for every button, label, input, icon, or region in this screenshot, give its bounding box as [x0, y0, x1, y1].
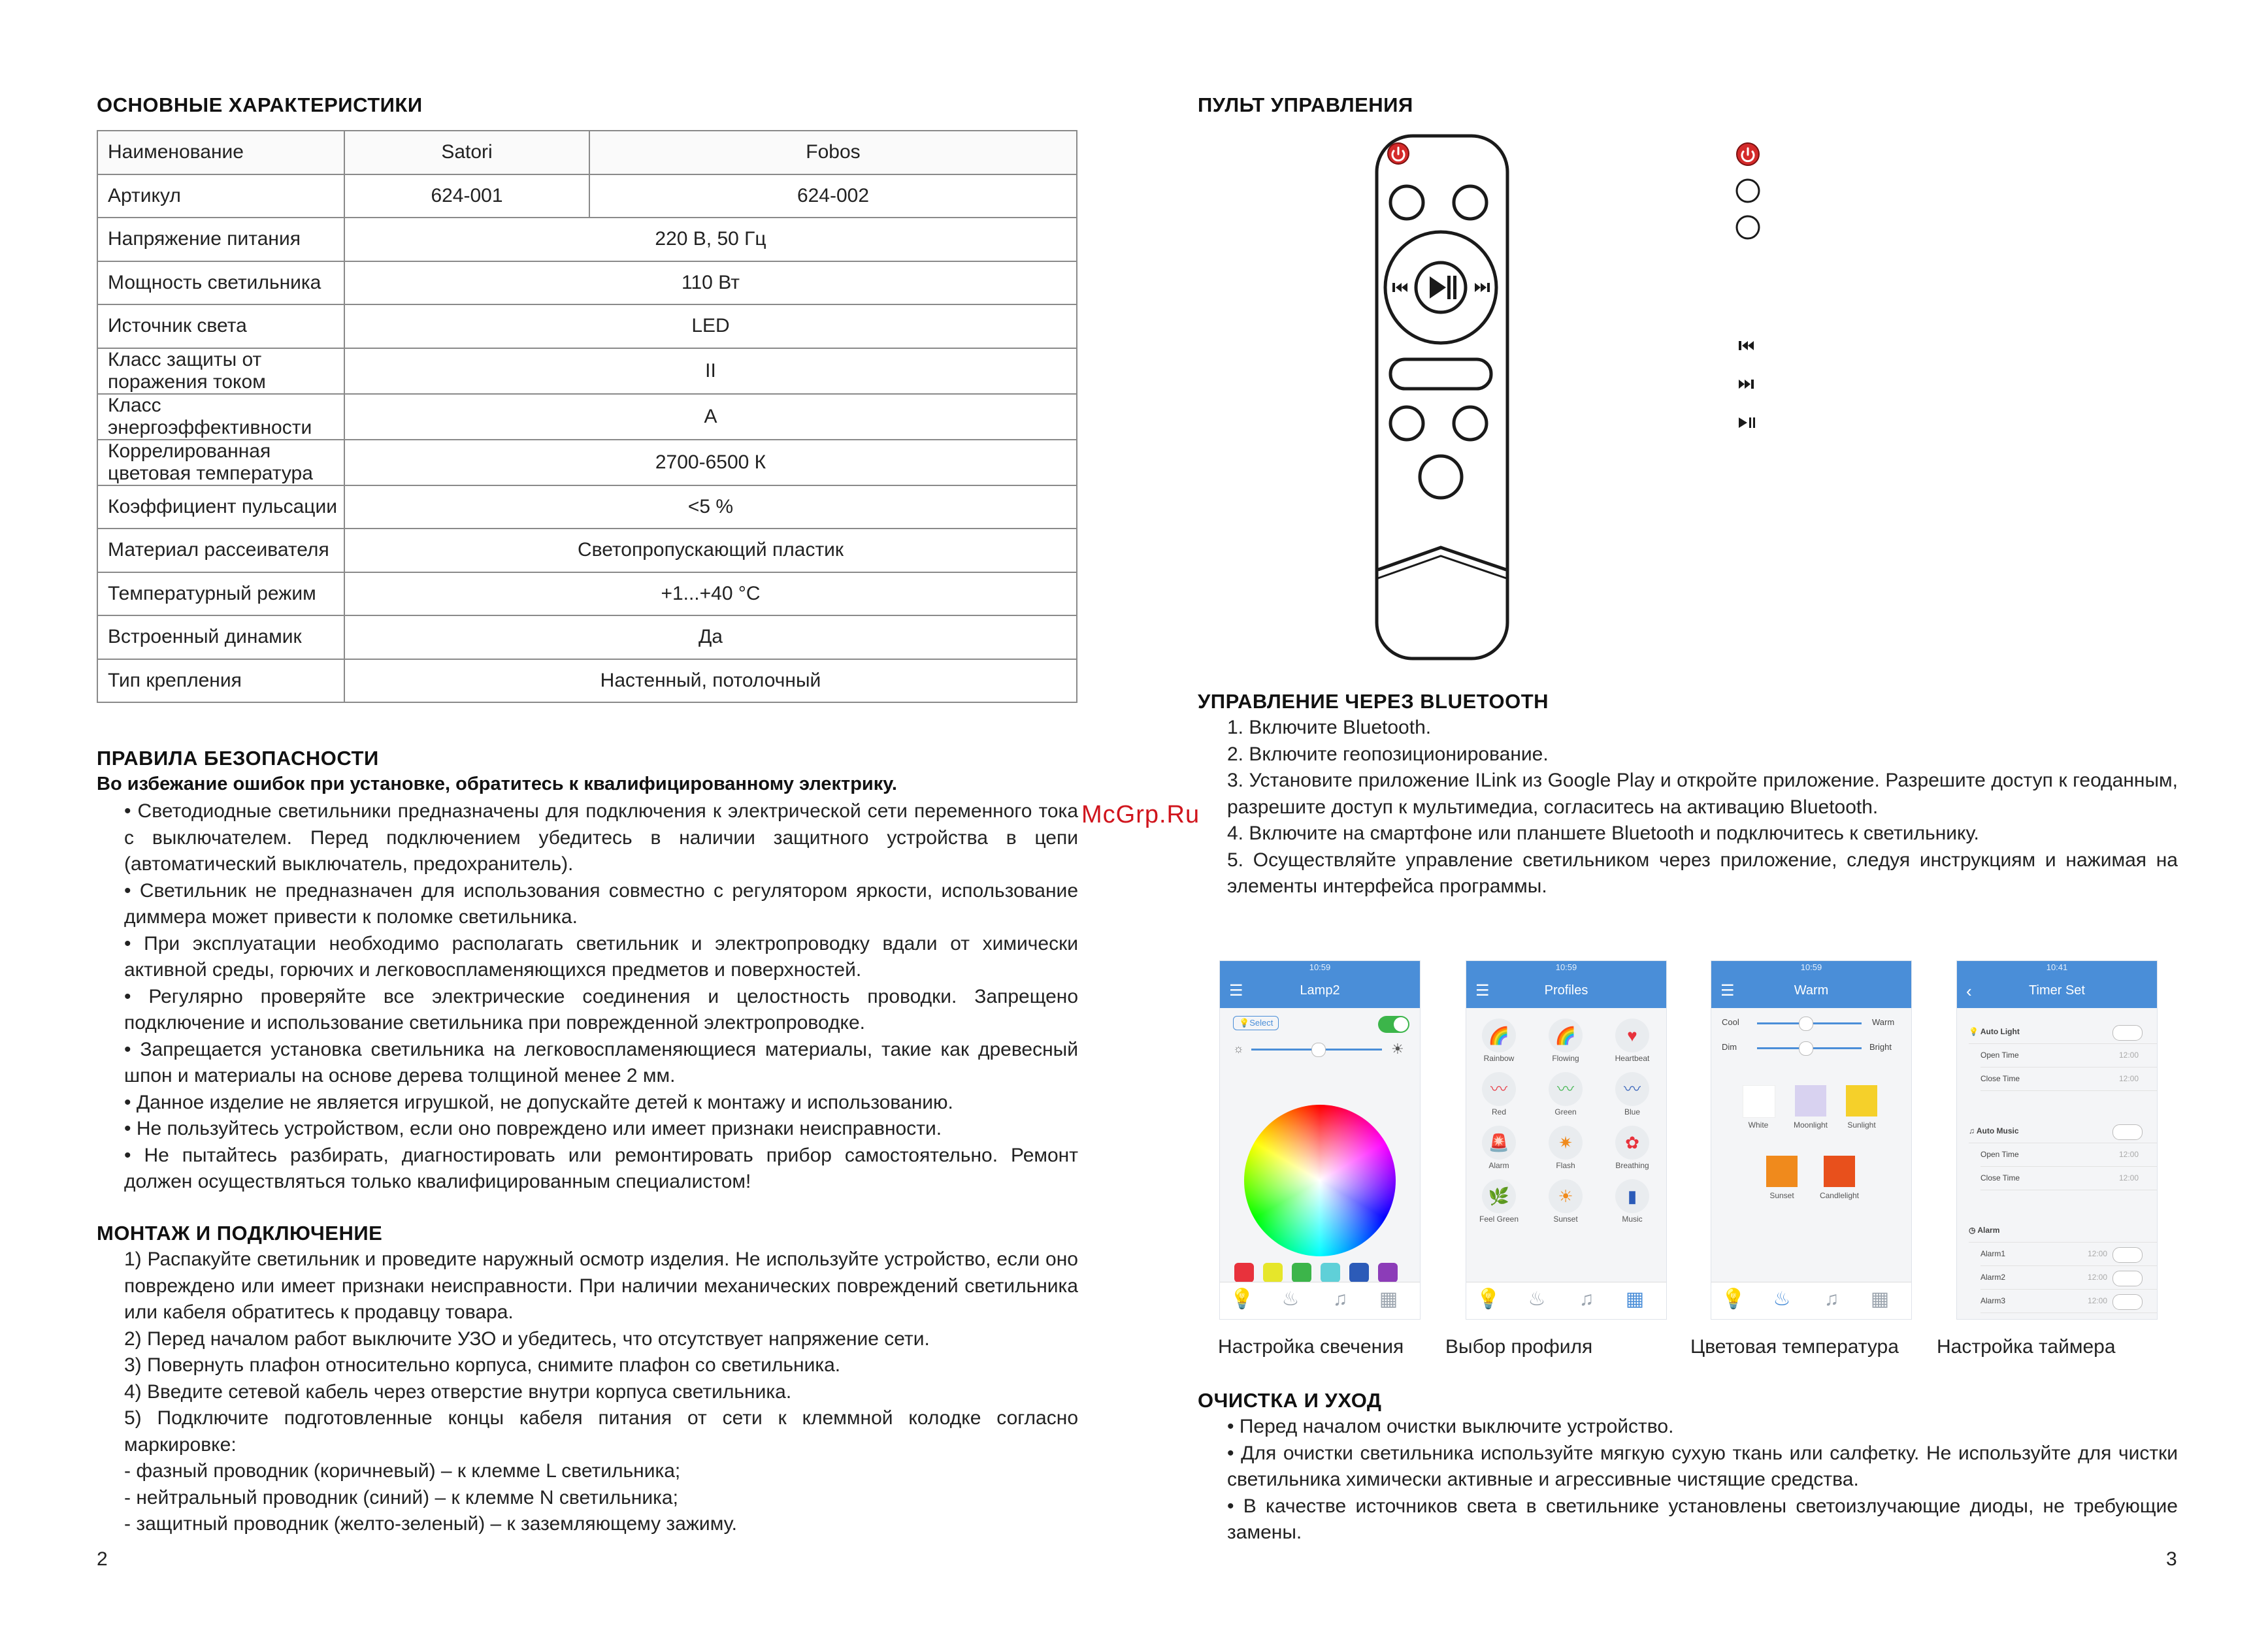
color-wheel[interactable] — [1244, 1105, 1396, 1256]
remote-legend-icons — [1735, 141, 1761, 435]
table-cell: II — [344, 348, 1077, 394]
table-cell: Источник света — [97, 304, 344, 348]
profile-breathing[interactable]: ✿ — [1615, 1126, 1649, 1160]
tab-profiles[interactable]: ▦ — [1625, 1288, 1645, 1310]
list-item: • Не пользуйтесь устройством, если оно повреждено или имеет признаки неисправности. — [124, 1118, 942, 1139]
specs-table — [97, 130, 1077, 703]
table-cell: 110 Вт — [344, 261, 1077, 305]
table-row — [97, 174, 1077, 218]
list-item: • При эксплуатации необходимо располагать светильник и электропроводку вдали от химически активной среды, горючих и легковоспламеняющихся предметов и поверхностей. — [124, 932, 1078, 981]
profile-feel-green[interactable]: 🌿 — [1482, 1179, 1516, 1213]
list-item: 1) Распакуйте светильник и проведите наружный осмотр изделия. Не используйте устройство, если оно повреждено или имеет признаки неисправности. При наличии механических повреждений светильника или кабеля обратитесь к продавцу товара. — [124, 1248, 1078, 1323]
swatch-white[interactable] — [1743, 1085, 1775, 1118]
menu-icon[interactable]: ☰ — [1720, 982, 1735, 1000]
screenshot-warm: 10:59 ☰ Warm Cool Warm Dim Bright White Moonlight Sunlight Sunset Candlelight 💡 ♨ ♫ ▦ — [1711, 960, 1912, 1320]
app-header: 10:59 ☰ Warm — [1711, 961, 1911, 1008]
close-time-row[interactable]: Close Time 12:00 — [1980, 1166, 2157, 1190]
screenshot-timer — [1956, 960, 2158, 1320]
open-time-row[interactable]: Open Time 12:00 — [1980, 1043, 2157, 1068]
table-cell: Встроенный динамик — [97, 615, 344, 659]
table-cell: Настенный, потолочный — [344, 659, 1077, 703]
list-item: 3) Повернуть плафон относительно корпуса, снимите плафон со светильника. — [124, 1354, 841, 1376]
page-number-left: 2 — [97, 1548, 108, 1570]
alarm2-toggle[interactable] — [2112, 1271, 2143, 1286]
menu-icon[interactable]: ☰ — [1475, 982, 1490, 1000]
caption-profiles: Выбор профиля — [1445, 1336, 1593, 1358]
table-row — [97, 304, 1077, 348]
table-row — [97, 615, 1077, 659]
tab-profiles[interactable]: ▦ — [1379, 1288, 1398, 1310]
table-cell: A — [344, 394, 1077, 440]
page-number-right: 3 — [2166, 1548, 2177, 1570]
close-time-row[interactable]: Close Time 12:00 — [1980, 1067, 2157, 1091]
table-cell: Satori — [344, 131, 589, 174]
color-temp-slider[interactable] — [1757, 1022, 1862, 1024]
alarm1-row[interactable]: Alarm1 12:00 — [1980, 1242, 2157, 1266]
table-cell: Мощность светильника — [97, 261, 344, 305]
list-item: 3. Установите приложение ILink из Google Play и откройте приложение. Разрешите доступ к геоданным, разрешите доступ к мультимедиа, согласитесь на активацию Bluetooth. — [1227, 770, 2178, 818]
list-item: 2) Перед началом работ выключите УЗО и убедитесь, что отсутствует напряжение сети. — [124, 1328, 930, 1350]
auto-music-row: ♫ Auto Music — [1969, 1119, 2157, 1143]
safety-subtitle: Во избежание ошибок при установке, обратитесь к квалифицированному электрику. — [97, 774, 897, 794]
tab-profiles[interactable]: ▦ — [1870, 1288, 1890, 1310]
app-header: 10:59 ☰ Profiles — [1466, 961, 1666, 1008]
screen-title: Warm — [1794, 983, 1829, 998]
table-cell: Материал рассеивателя — [97, 529, 344, 572]
safety-title: ПРАВИЛА БЕЗОПАСНОСТИ — [97, 747, 379, 770]
table-row — [97, 261, 1077, 305]
color-preset-red[interactable] — [1234, 1263, 1254, 1282]
table-cell: Тип крепления — [97, 659, 344, 703]
list-item: • Запрещается установка светильника на легковоспламеняющиеся материалы, такие как древесный шпон и материалы на основе дерева толщиной менее 2 мм. — [124, 1038, 1078, 1086]
profile-red[interactable]: 〰 — [1482, 1072, 1516, 1106]
remote-control-illustration — [1369, 131, 1516, 666]
alarm2-row[interactable]: Alarm2 12:00 — [1980, 1265, 2157, 1290]
tab-lamp[interactable]: 💡 — [1476, 1288, 1501, 1310]
dim-slider[interactable] — [1757, 1047, 1862, 1049]
auto-music-toggle[interactable] — [2112, 1124, 2143, 1140]
alarm1-toggle[interactable] — [2112, 1247, 2143, 1263]
specs-title: ОСНОВНЫЕ ХАРАКТЕРИСТИКИ — [97, 93, 423, 116]
app-header: 10:59 ☰ Lamp2 — [1220, 961, 1420, 1008]
table-cell: Светопропускающий пластик — [344, 529, 1077, 572]
profile-blue[interactable]: 〰 — [1615, 1072, 1649, 1106]
table-cell: Напряжение питания — [97, 218, 344, 261]
clock-icon: ◷ — [1969, 1226, 1978, 1235]
safety-list — [124, 798, 1078, 1196]
remote-title: ПУЛЬТ УПРАВЛЕНИЯ — [1198, 93, 1413, 116]
bulb-icon: 💡 — [1969, 1027, 1980, 1036]
table-cell: Коэффициент пульсации — [97, 485, 344, 529]
swatch-sunlight[interactable] — [1846, 1085, 1877, 1117]
brightness-high-icon: ☀ — [1391, 1041, 1404, 1057]
tab-warm[interactable]: ♨ — [1528, 1288, 1546, 1310]
swatch-moonlight[interactable] — [1795, 1085, 1826, 1117]
table-cell: Артикул — [97, 174, 344, 218]
caption-lamp: Настройка свечения — [1218, 1336, 1404, 1358]
menu-icon[interactable]: ☰ — [1229, 982, 1243, 1000]
bluetooth-steps — [1227, 715, 2178, 900]
table-cell: 624-001 — [344, 174, 589, 218]
list-item: 5) Подключите подготовленные концы кабеля питания от сети к клеммной колодке согласно маркировке: — [124, 1407, 1078, 1456]
table-cell: 2700-6500 К — [344, 440, 1077, 485]
mount-title: МОНТАЖ И ПОДКЛЮЧЕНИЕ — [97, 1222, 383, 1245]
previous-track-icon — [1739, 341, 1754, 350]
table-cell: LED — [344, 304, 1077, 348]
tab-lamp[interactable]: 💡 — [1230, 1288, 1255, 1310]
tab-warm[interactable]: ♨ — [1773, 1288, 1791, 1310]
color-preset-purple[interactable] — [1378, 1263, 1398, 1282]
screen-title: Timer Set — [2029, 983, 2085, 998]
color-preset-blue[interactable] — [1349, 1263, 1369, 1282]
table-row — [97, 485, 1077, 529]
bulb-icon: 💡 — [1239, 1018, 1250, 1028]
table-cell: Класс энергоэффективности — [97, 394, 344, 440]
table-row — [97, 218, 1077, 261]
swatch-candlelight[interactable] — [1824, 1156, 1855, 1187]
tab-bar — [1711, 1282, 1911, 1319]
screen-title: Profiles — [1544, 983, 1588, 998]
swatch-sunset[interactable] — [1766, 1156, 1798, 1187]
tab-music[interactable]: ♫ — [1824, 1288, 1839, 1310]
table-cell: Да — [344, 615, 1077, 659]
list-item: 5. Осуществляйте управление светильником через приложение, следуя инструкциям и нажимая на элементы интерфейса программы. — [1227, 849, 2178, 897]
table-cell: 220 В, 50 Гц — [344, 218, 1077, 261]
color-preset-cyan[interactable] — [1321, 1263, 1340, 1282]
list-item: - нейтральный проводник (синий) – к клемме N светильника; — [124, 1486, 678, 1508]
list-item: - фазный проводник (коричневый) – к клемме L светильника; — [124, 1460, 681, 1482]
auto-light-toggle[interactable] — [2112, 1025, 2143, 1041]
open-time-row[interactable]: Open Time 12:00 — [1980, 1143, 2157, 1167]
play-pause-icon — [1739, 417, 1755, 428]
profile-music[interactable]: ▮ — [1615, 1179, 1649, 1213]
table-row — [97, 131, 1077, 174]
alarm3-toggle[interactable] — [2112, 1294, 2143, 1310]
list-item: • Светильник не предназначен для использования совместно с регулятором яркости, использование диммера может привести к поломке светильника. — [124, 879, 1078, 928]
table-row — [97, 348, 1077, 394]
list-item: • Перед началом очистки выключите устройство. — [1227, 1416, 1674, 1437]
watermark: McGrp.Ru — [1081, 801, 1200, 828]
mount-list — [124, 1247, 1078, 1538]
alarm-row: ◷ Alarm — [1969, 1218, 2157, 1243]
table-cell: +1...+40 °C — [344, 572, 1077, 616]
table-cell: Наименование — [97, 131, 344, 174]
table-cell: Fobos — [589, 131, 1077, 174]
app-header: 10:41 ‹ Timer Set — [1957, 961, 2157, 1008]
profile-sunset[interactable]: ☀ — [1549, 1179, 1583, 1213]
screen-title: Lamp2 — [1300, 983, 1340, 998]
next-track-icon — [1739, 380, 1754, 389]
auto-light-row: 💡 Auto Light — [1969, 1020, 2157, 1044]
select-button[interactable]: 💡Select — [1233, 1016, 1279, 1030]
profile-green[interactable]: 〰 — [1549, 1072, 1583, 1106]
list-item: • Регулярно проверяйте все электрические соединения и целостность проводки. Запрещено подключение и использование светильника при поврежденной электропроводке. — [124, 985, 1078, 1034]
list-item: • Данное изделие не является игрушкой, не допускайте детей к монтажу и использованию. — [124, 1091, 953, 1113]
screenshot-profiles: 10:59 ☰ Profiles 🌈 🌈 ♥ Rainbow Flowing Heartbeat 〰 〰 〰 Red Green Blue 🚨 ✷ ✿ Alarm Flash Breathing 🌿 ☀ ▮ Feel Green Sunset Music 💡 ♨ ♫ ▦ — [1466, 960, 1667, 1320]
profile-alarm[interactable]: 🚨 — [1482, 1126, 1516, 1160]
brightness-low-icon: ☼ — [1233, 1042, 1244, 1055]
table-row — [97, 572, 1077, 616]
back-chevron-icon[interactable]: ‹ — [1966, 981, 1972, 1001]
tab-warm[interactable]: ♨ — [1281, 1288, 1300, 1310]
list-item: - защитный проводник (желто-зеленый) – к заземляющему зажиму. — [124, 1513, 737, 1535]
list-item: 4) Введите сетевой кабель через отверстие внутри корпуса светильника. — [124, 1380, 792, 1403]
table-cell: Класс защиты от поражения током — [97, 348, 344, 394]
table-row — [97, 659, 1077, 703]
table-cell: Коррелированная цветовая температура — [97, 440, 344, 485]
bluetooth-title: УПРАВЛЕНИЕ ЧЕРЕЗ BLUETOOTH — [1198, 690, 1549, 713]
table-row — [97, 394, 1077, 440]
profile-flash[interactable]: ✷ — [1549, 1126, 1583, 1160]
care-list — [1227, 1414, 2178, 1546]
profile-flowing[interactable]: 🌈 — [1549, 1019, 1583, 1052]
tab-lamp[interactable]: 💡 — [1721, 1288, 1746, 1310]
profile-heartbeat[interactable]: ♥ — [1615, 1019, 1649, 1052]
profile-rainbow[interactable]: 🌈 — [1482, 1019, 1516, 1052]
care-title: ОЧИСТКА И УХОД — [1198, 1389, 1382, 1412]
list-item: 2. Включите геопозиционирование. — [1227, 743, 1549, 765]
table-row — [97, 529, 1077, 572]
list-item: • Не пытайтесь разбирать, диагностировать или ремонтировать прибор самостоятельно. Ремонт должен осуществляться только квалифицированным специалистом! — [124, 1144, 1078, 1192]
table-cell: Температурный режим — [97, 572, 344, 616]
tab-bar — [1466, 1282, 1666, 1319]
list-item: 1. Включите Bluetooth. — [1227, 717, 1432, 738]
alarm3-row[interactable]: Alarm3 12:00 — [1980, 1289, 2157, 1313]
caption-warm: Цветовая температура — [1690, 1336, 1899, 1358]
caption-timer: Настройка таймера — [1937, 1336, 2116, 1358]
table-cell: <5 % — [344, 485, 1077, 529]
screenshot-lamp — [1219, 960, 1421, 1320]
table-cell: 624-002 — [589, 174, 1077, 218]
table-row — [97, 440, 1077, 485]
power-toggle[interactable] — [1378, 1016, 1409, 1033]
list-item: 4. Включите на смартфоне или планшете Bluetooth и подключитесь к светильнику. — [1227, 823, 1979, 844]
tab-music[interactable]: ♫ — [1579, 1288, 1594, 1310]
list-item: • В качестве источников света в светильнике установлены светоизлучающие диоды, не требующие замены. — [1227, 1495, 2178, 1543]
brightness-slider[interactable] — [1251, 1049, 1382, 1051]
color-preset-green[interactable] — [1292, 1263, 1311, 1282]
list-item: • Для очистки светильника используйте мягкую сухую ткань или салфетку. Не используйте для чистки светильника химически активные и агрессивные чистящие средства. — [1227, 1442, 2178, 1490]
tab-music[interactable]: ♫ — [1332, 1288, 1348, 1310]
list-item: • Светодиодные светильники предназначены для подключения к электрической сети переменного тока с выключателем. Перед подключением убедитесь в наличии защитного устройства в цепи (автоматический выключатель, предохранитель). — [124, 800, 1078, 875]
tab-bar — [1220, 1282, 1420, 1319]
music-icon: ♫ — [1969, 1126, 1977, 1135]
color-preset-yellow[interactable] — [1263, 1263, 1283, 1282]
